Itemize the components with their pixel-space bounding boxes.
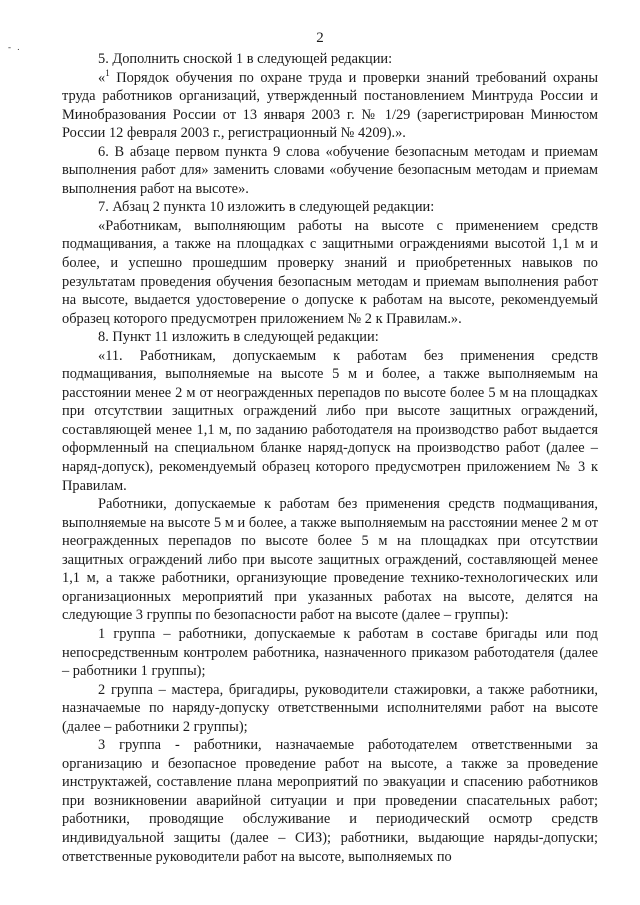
document-body: [62, 50, 598, 866]
page-number: 2: [316, 30, 324, 46]
paragraph-item-6: 6. В абзаце первом пункта 9 слова «обучение безопасным методам и приемам выполнения работ для» заменить словами «обучение безопасным методам и приемам выполнения работ на высоте».: [62, 143, 598, 197]
paragraph-item-11-quote: «11. Работникам, допускаемым к работам без применения средств подмащивания, выполняемые на высоте 5 м и более, а также выполняемым на расстоянии менее 2 м от неогражденных перепадов по высоте более 5 м на площадках при отсутствии защитных ограждений либо при высоте защитных ограждений, составляющей менее 1,1 м, по заданию работодателя на производство работ выдается оформленный на специальном бланке наряд-допуск на производство работ (далее – наряд-допуск), рекомендуемый образец которого предусмотрен приложением № 3 к Правилам.: [62, 347, 598, 494]
paragraph-group-3: 3 группа - работники, назначаемые работодателем ответственными за организацию и безопасное проведение работ на высоте, а также за проведение инструктажей, составление плана мероприятий по эвакуации и спасению работников при возникновении аварийной ситуации и при проведении спасательных работ; работники, проводящие обслуживание и периодический осмотр средств индивидуальной защиты (далее – СИЗ); работники, выдающие наряды-допуски; ответственные руководители работ на высоте, выполняемых по: [62, 737, 598, 865]
paragraph-groups-intro: Работники, допускаемые к работам без применения средств подмащивания, выполняемые на высоте 5 м и более, а также выполняемым на расстоянии менее 2 м от неогражденных перепадов по высоте более 5 м на площадках при отсутствии защитных ограждений либо при высоте защитных ограждений, составляющей менее 1,1 м, а также работники, организующие проведение технико-технологических или организационных мероприятий при указанных работах на высоте, делятся на следующие 3 группы по безопасности работ на высоте (далее – группы):: [62, 496, 598, 624]
footnote-text: Порядок обучения по охране труда и проверки знаний требований охраны труда работников организаций, утвержденный постановлением Минтруда России и Минобразования России от 13 января 2003 г. № 1/29 (зарегистрирован Минюстом России 12 февраля 2003 г., регистрационный № 4209).».: [62, 69, 598, 142]
paragraph-item-7: 7. Абзац 2 пункта 10 изложить в следующей редакции:: [98, 199, 435, 216]
paragraph-group-2: 2 группа – мастера, бригадиры, руководители стажировки, а также работники, назначаемые по наряду-допуску ответственными исполнителями работ на высоте (далее – работники 2 группы);: [62, 681, 598, 735]
quote-open: «: [98, 69, 106, 86]
footnote-marker: 1: [105, 67, 110, 78]
paragraph-item-8: 8. Пункт 11 изложить в следующей редакции:: [98, 329, 379, 346]
margin-mark: - .: [8, 42, 22, 52]
paragraph-group-1: 1 группа – работники, допускаемые к работам в составе бригады или под непосредственным контролем работника, назначенного приказом работодателя (далее – работники 1 группы);: [62, 625, 598, 680]
paragraph-item-7-quote: «Работникам, выполняющим работы на высоте с применением средств подмащивания, а также на площадках с защитными ограждениями высотой 1,1 м и более, и успешно прошедшим проверку знаний и приобретенных навыков по результатам проведения обучения безопасным методам и приемам выполнения работ на высоте, выдается удостоверение о допуске к работам на высоте, рекомендуемый образец которого предусмотрен приложением № 2 к Правилам.».: [62, 217, 598, 327]
paragraph-footnote-quote: [62, 69, 598, 143]
paragraph-item-5: 5. Дополнить сноской 1 в следующей редакции:: [98, 51, 393, 67]
